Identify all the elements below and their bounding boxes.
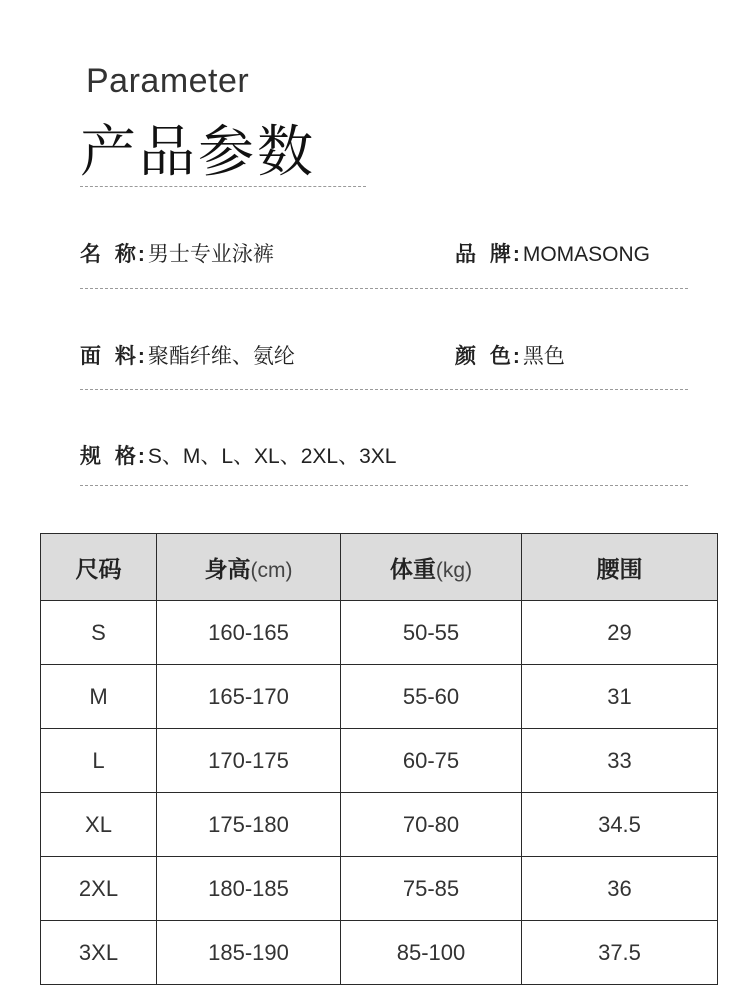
cell-weight: 55-60 [341,665,522,729]
param-spec-value: S、M、L、XL、2XL、3XL [147,445,397,468]
cell-size: L [41,729,157,793]
cell-height: 170-175 [157,729,341,793]
row-divider [80,389,688,390]
cell-height: 185-190 [157,921,341,985]
param-name-label: 名 称 [80,243,140,266]
param-spec-label: 规 格 [80,445,140,468]
header-weight: 体重(kg) [341,534,522,601]
header-size: 尺码 [41,534,157,601]
param-fabric-label: 面 料 [80,345,140,368]
param-color-value: 黑色 [522,345,565,368]
cell-height: 165-170 [157,665,341,729]
row-divider [80,288,688,289]
cell-height: 160-165 [157,601,341,665]
cell-weight: 85-100 [341,921,522,985]
cell-height: 175-180 [157,793,341,857]
cell-waist: 31 [522,665,718,729]
param-fabric: 面 料: 聚酯纤维、氨纶 [80,345,295,368]
row-divider [80,485,688,486]
cell-weight: 70-80 [341,793,522,857]
param-name: 名 称: 男士专业泳裤 [80,243,274,266]
page-title: 产品参数 [80,120,316,183]
param-name-value: 男士专业泳裤 [147,243,274,266]
cell-height: 180-185 [157,857,341,921]
table-row [41,665,718,729]
cell-size: S [41,601,157,665]
size-table [40,533,718,985]
cell-weight: 75-85 [341,857,522,921]
table-row [41,921,718,985]
table-row [41,857,718,921]
param-color: 颜 色: 黑色 [455,345,565,368]
cell-waist: 29 [522,601,718,665]
table-row [41,729,718,793]
header-height: 身高(cm) [157,534,341,601]
cell-weight: 60-75 [341,729,522,793]
param-color-label: 颜 色 [455,345,515,368]
table-row [41,793,718,857]
cell-waist: 37.5 [522,921,718,985]
header-waist: 腰围 [522,534,718,601]
title-divider [80,186,366,187]
param-brand-label: 品 牌 [455,243,515,266]
cell-size: XL [41,793,157,857]
section-subtitle: Parameter [86,62,250,100]
cell-weight: 50-55 [341,601,522,665]
cell-size: M [41,665,157,729]
param-spec: 规 格: S、M、L、XL、2XL、3XL [80,445,397,468]
cell-size: 2XL [41,857,157,921]
param-brand: 品 牌: MOMASONG [455,243,651,266]
table-row [41,601,718,665]
size-table-header-row [41,534,718,601]
cell-waist: 33 [522,729,718,793]
param-fabric-value: 聚酯纤维、氨纶 [147,345,295,368]
param-brand-value: MOMASONG [522,243,651,266]
cell-waist: 34.5 [522,793,718,857]
cell-size: 3XL [41,921,157,985]
cell-waist: 36 [522,857,718,921]
